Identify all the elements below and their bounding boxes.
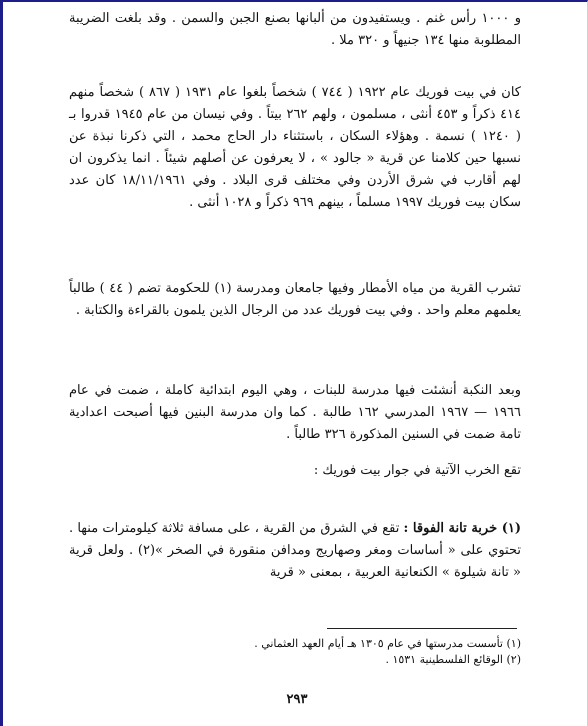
footnote-1: (١) تأسست مدرستها في عام ١٣٠٥ هـ أيام العهد العثماني .: [254, 637, 521, 650]
paragraph-population: كان في بيت فوريك عام ١٩٢٢ ( ٧٤٤ ) شخصاً بلغوا عام ١٩٣١ ( ٨٦٧ ) شخصاً منهم ٤١٤ ذكراً و ٤٥٣ أنثى ، مسلمون ، ولهم ٢٦٢ بيتاً . وفي نيسان من عام ١٩٤٥ قدروا بـ ( ١٢٤٠ ) نسمة . وهؤلاء السكان ، باستثناء دار الحاج محمد ، التي ذكرنا نبذة عن نسبها حين كلامنا عن قرية « جالود » ، لا يعرفون عن أصلهم شيئاً . انما يذكرون ان لهم أقارب في شرق الأردن وفي مختلف قرى البلاد . وفي ١٨/١١/١٩٦١ كان عدد سكان بيت فوريك ١٩٩٧ مسلماً ، بينهم ٩٦٩ ذكراً و ١٠٢٨ أنثى .: [69, 85, 522, 210]
footnote-2: (٢) الوقائع الفلسطينية ١٥٣١ .: [385, 653, 521, 666]
paragraph-after-nakba: وبعد النكبة أنشئت فيها مدرسة للبنات ، وهي اليوم ابتدائية كاملة ، ضمت في عام ١٩٦٦ — ١٩٦٧ المدرسي ١٦٢ طالبة . كما وان مدرسة البنين فيها أصبحت اعدادية تامة ضمت في السنين المذكورة ٣٢٦ طالباً .: [69, 383, 521, 442]
khirba-text: تقع في الشرق من القرية ، على مسافة ثلاثة كيلومترات منها . تحتوي على « أساسات ومغر وصهاريج ومدافن منقورة في الصخر »(٢) . ولعل قرية « تانة شيلوة » الكنعانية العربية ، بمعنى « قرية: [69, 521, 521, 580]
khirba-title: (١) خربة تانة الفوقا :: [403, 521, 521, 536]
paragraph-khirba-tana: [69, 518, 521, 584]
paragraph-ruins-intro: تقع الخرب الآتية في جوار بيت فوريك :: [313, 463, 521, 478]
page-number: ٢٩٣: [286, 692, 308, 707]
paragraph-livestock: و ١٠٠٠ رأس غنم . ويستفيدون من ألبانها بصنع الجبن والسمن . وقد بلغت الضريبة المطلوبة منها ١٣٤ جنيهاً و ٣٢٠ ملا .: [69, 11, 521, 48]
footnotes: [69, 636, 521, 668]
footnote-divider: [327, 628, 517, 629]
paragraph-school: تشرب القرية من مياه الأمطار وفيها جامعان ومدرسة (١) للحكومة تضم ( ٤٤ ) طالباً يعلمهم معلم واحد . وفي بيت فوريك عدد من الرجال الذين يلمون بالقراءة والكتابة .: [69, 281, 522, 318]
